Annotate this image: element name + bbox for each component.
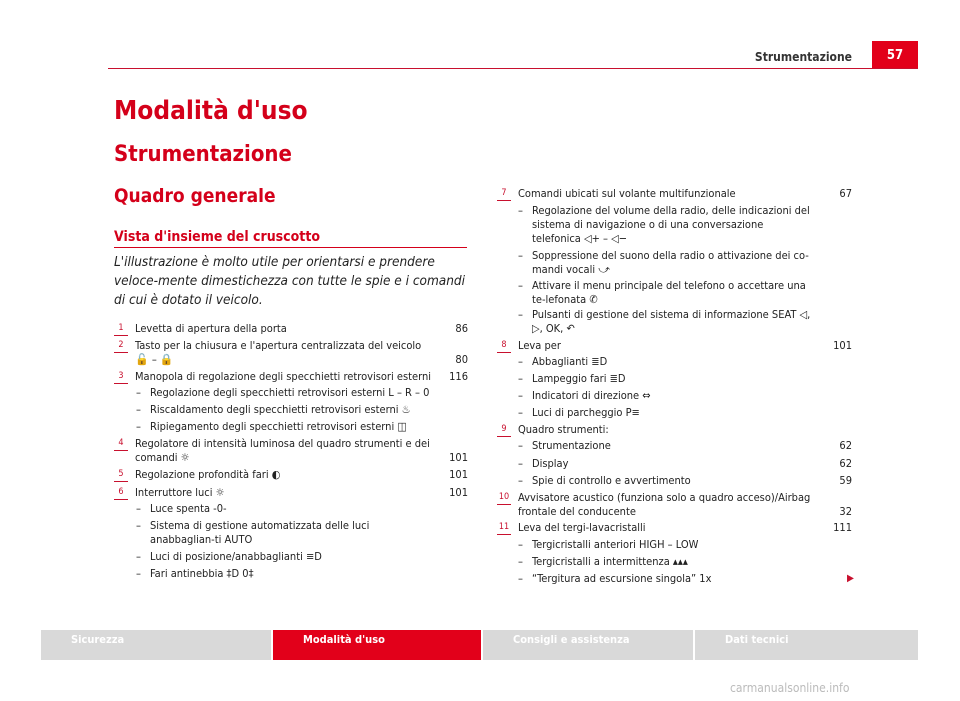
callout-number: 7 — [497, 187, 511, 201]
sub-item: “Tergitura ad escursione singola” 1x — [532, 572, 712, 585]
page-ref[interactable]: 101 — [833, 339, 852, 352]
topic-rule — [114, 247, 467, 248]
entry-text: Leva per — [518, 339, 561, 352]
callout-number: 1 — [114, 322, 128, 336]
list-dash: – — [518, 555, 523, 568]
header-rule — [108, 68, 918, 69]
page-ref[interactable]: 62 — [839, 457, 852, 470]
entry-text: Tasto per la chiusura e l'apertura centralizzata del veicolo 🔓 – 🔒 — [135, 339, 422, 366]
page-ref[interactable]: 32 — [839, 505, 852, 518]
footer-tab-label: Consigli e assistenza — [513, 633, 630, 646]
sub-item: Lampeggio fari ≣D — [532, 372, 626, 385]
topic-title: Vista d'insieme del cruscotto — [114, 229, 321, 245]
sub-item: Regolazione del volume della radio, delle indicazioni del sistema di navigazione o di una conversazione telefonica ◁+ – ◁− — [532, 204, 810, 245]
sub-item: Spie di controllo e avvertimento — [532, 474, 691, 487]
list-dash: – — [518, 279, 523, 292]
footer-nav — [41, 630, 918, 660]
sub-item: Pulsanti di gestione del sistema di informazione SEAT ◁, ▷, OK, ↶ — [532, 308, 811, 335]
list-dash: – — [136, 567, 141, 580]
sub-item: Fari antinebbia ‡D 0‡ — [150, 567, 254, 580]
sub-item: Indicatori di direzione ⇔ — [532, 389, 651, 402]
callout-number: 4 — [114, 437, 128, 451]
callout-number: 10 — [497, 491, 511, 505]
page-ref[interactable]: 101 — [449, 486, 468, 499]
list-dash: – — [518, 204, 523, 217]
entry-text: Leva del tergi-lavacristalli — [518, 521, 646, 534]
entry-text: Comandi ubicati sul volante multifunzionale — [518, 187, 736, 200]
footer-tab-label: Sicurezza — [71, 633, 125, 646]
sub-item: Display — [532, 457, 569, 470]
sub-item: Regolazione degli specchietti retrovisori esterni L – R – 0 — [150, 386, 430, 399]
sub-item: Strumentazione — [532, 439, 611, 452]
footer-tab-label: Modalità d'uso — [303, 633, 385, 646]
sub-item: Abbaglianti ≣D — [532, 355, 608, 368]
callout-number: 11 — [497, 521, 511, 535]
subsection-title: Quadro generale — [114, 185, 276, 207]
entry-text: Regolazione profondità fari ◐ — [135, 468, 281, 481]
page-ref[interactable]: 67 — [839, 187, 852, 200]
list-dash: – — [136, 502, 141, 515]
list-dash: – — [136, 403, 141, 416]
list-dash: – — [518, 439, 523, 452]
page-ref[interactable]: 111 — [833, 521, 852, 534]
entry-text: Avvisatore acustico (funziona solo a quadro acceso)/Airbag frontale del conducente — [518, 491, 811, 518]
entry-text: Levetta di apertura della porta — [135, 322, 287, 335]
list-dash: – — [518, 389, 523, 402]
callout-number: 8 — [497, 339, 511, 353]
entry-text: Regolatore di intensità luminosa del quadro strumenti e dei comandi ☼ — [135, 437, 430, 464]
sub-item: Riscaldamento degli specchietti retrovisori esterni ♨ — [150, 403, 411, 416]
callout-number: 3 — [114, 370, 128, 384]
page-number: 57 — [872, 41, 918, 68]
footer-tab-label: Dati tecnici — [725, 633, 789, 646]
list-dash: – — [518, 457, 523, 470]
page-ref[interactable]: 86 — [455, 322, 468, 335]
page-ref[interactable]: 101 — [449, 451, 468, 464]
list-dash: – — [136, 386, 141, 399]
callout-number: 5 — [114, 468, 128, 482]
page-ref[interactable]: 116 — [449, 370, 468, 383]
sub-item: Ripiegamento degli specchietti retrovisori esterni ◫ — [150, 420, 407, 433]
list-dash: – — [518, 308, 523, 321]
list-dash: – — [518, 249, 523, 262]
sub-item: Attivare il menu principale del telefono o accettare una te-lefonata ✆ — [532, 279, 806, 306]
list-dash: – — [518, 406, 523, 419]
chapter-title: Modalità d'uso — [114, 96, 308, 126]
list-dash: – — [518, 355, 523, 368]
entry-text: Quadro strumenti: — [518, 423, 609, 436]
footer-tab-consigli[interactable] — [483, 630, 693, 660]
list-dash: – — [136, 550, 141, 563]
sub-item: Soppressione del suono della radio o attivazione dei co-mandi vocali ⤻ — [532, 249, 809, 276]
list-dash: – — [136, 420, 141, 433]
list-dash: – — [518, 372, 523, 385]
page-ref[interactable]: 101 — [449, 468, 468, 481]
sub-item: Luci di posizione/anabbaglianti ≡D — [150, 550, 322, 563]
list-dash: – — [136, 519, 141, 532]
footer-tab-dati-tecnici[interactable] — [695, 630, 918, 660]
section-title: Strumentazione — [114, 142, 292, 167]
sub-item: Tergicristalli a intermittenza ▴▴▴ — [532, 555, 688, 568]
entry-text: Interruttore luci ☼ — [135, 486, 225, 499]
page-ref[interactable]: 62 — [839, 439, 852, 452]
list-dash: – — [518, 538, 523, 551]
sub-item: Luci di parcheggio P≡ — [532, 406, 640, 419]
page-ref[interactable]: 80 — [455, 353, 468, 366]
footer-tab-modalita-duso[interactable] — [273, 630, 481, 660]
watermark: carmanualsonline.info — [730, 681, 850, 695]
callout-number: 9 — [497, 423, 511, 437]
sub-item: Sistema di gestione automatizzata delle luci anabbaglian-ti AUTO — [150, 519, 370, 546]
callout-number: 6 — [114, 486, 128, 500]
list-dash: – — [518, 572, 523, 585]
page-ref[interactable]: 59 — [839, 474, 852, 487]
continue-arrow-icon: ▶ — [847, 573, 854, 584]
list-dash: – — [518, 474, 523, 487]
sub-item: Tergicristalli anteriori HIGH – LOW — [532, 538, 699, 551]
running-header-title: Strumentazione — [754, 50, 852, 64]
callout-number: 2 — [114, 339, 128, 353]
intro-paragraph: L'illustrazione è molto utile per orientarsi e prendere veloce-mente dimestichezza con tutte le spie e i comandi di cui è dotato il veicolo. — [114, 254, 466, 308]
footer-tab-sicurezza[interactable] — [41, 630, 271, 660]
sub-item: Luce spenta -0- — [150, 502, 227, 515]
entry-text: Manopola di regolazione degli specchietti retrovisori esterni — [135, 370, 432, 383]
